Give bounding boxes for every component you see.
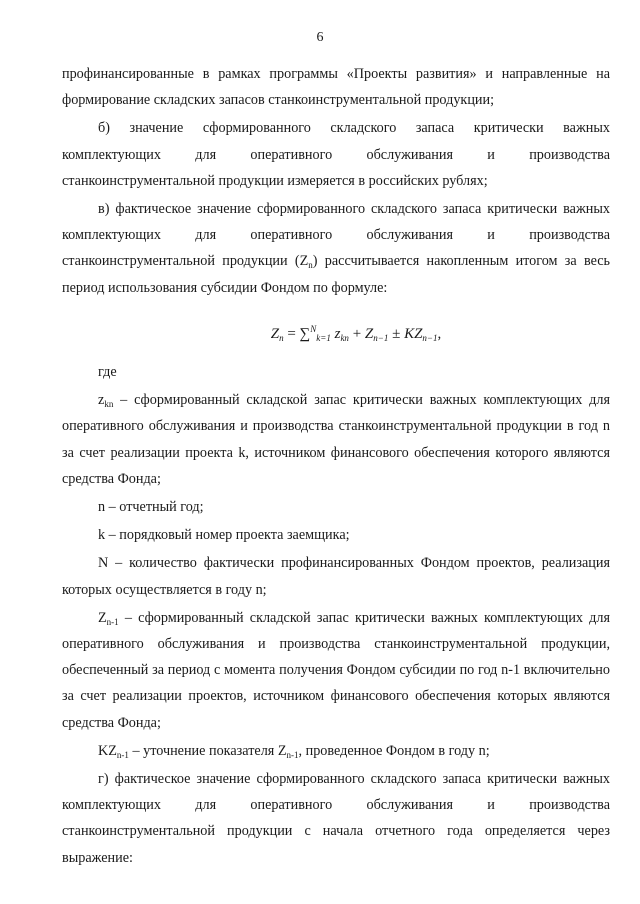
definition-n: n – отчетный год; xyxy=(98,499,204,516)
formula-sum-sub: k=1 xyxy=(316,332,331,343)
formula-eq: = xyxy=(283,325,300,342)
definition-kzn-1-subscript: n-1 xyxy=(116,749,129,760)
document-body xyxy=(62,61,610,871)
definition-zn-1-text: – сформированный складской запас критически важных комплектующих для оперативного обслуживания и производства станкоинструментальной продукции, обеспеченный за период с момента получения Фондом субсидии по год n-1 включительно за счет реализации проектов, источником финансового обеспечения которых являются средства Фонда; xyxy=(62,609,610,731)
paragraph-b: б) значение сформированного складского запаса критически важных комплектующих для оперативного обслуживания и производства станкоинструментальной продукции измеряется в российских рублях; xyxy=(62,120,610,189)
definition-zkn-subscript: kn xyxy=(104,399,114,410)
definition-zkn-symbol: z xyxy=(98,392,105,409)
paragraph-v-text-a: в) фактическое значение сформированного складского запаса критически важных комплектующих для оперативного обслуживания и производства станкоинструментальной продукции (Z xyxy=(62,201,610,270)
formula-term3: KZ xyxy=(404,325,423,342)
paragraph-g: г) фактическое значение сформированного складского запаса критически важных комплектующих для оперативного обслуживания и производства станкоинструментальной продукции с начала отчетного года определяется через выражение: xyxy=(62,771,610,866)
definition-zkn xyxy=(62,387,610,492)
definition-zkn-text: – сформированный складской запас критически важных комплектующих для оперативного обслуживания и производства станкоинструментальной продукции в год n за счет реализации проекта k, источником финансового обеспечения которого являются средства Фонда; xyxy=(62,392,610,487)
formula-term3-sub: n−1 xyxy=(422,332,438,343)
formula-term1: z xyxy=(334,325,341,342)
formula-plus: + xyxy=(348,325,365,342)
formula-term1-sub: kn xyxy=(340,332,349,343)
formula-zn xyxy=(62,321,610,347)
formula-lhs-sub: n xyxy=(279,332,284,343)
formula-sum-sign xyxy=(300,321,311,347)
page-number: 6 xyxy=(316,30,324,45)
formula-plus-minus: ± xyxy=(388,325,405,342)
definition-kzn-1-symbol: KZ xyxy=(98,742,117,759)
definition-kzn-1 xyxy=(62,738,610,764)
definition-zn-1 xyxy=(62,605,610,736)
formula-sum-symbol: ∑ xyxy=(299,325,311,342)
formula-sum-sup: N xyxy=(310,323,317,334)
definition-k: k – порядковый номер проекта заемщика; xyxy=(98,527,350,544)
formula-lhs: Z xyxy=(270,325,280,342)
definition-kzn-1-end: , проведенное Фондом в году n; xyxy=(298,742,490,759)
where-label: где xyxy=(98,364,117,381)
formula-end: , xyxy=(437,325,442,342)
definition-kzn-1-subscript-2: n-1 xyxy=(286,749,299,760)
definition-kzn-1-text: – уточнение показателя Z xyxy=(128,742,287,759)
definition-zn-1-subscript: n-1 xyxy=(106,616,119,627)
definition-zn-1-symbol: Z xyxy=(98,609,107,626)
paragraph-continuation: профинансированные в рамках программы «Проекты развития» и направленные на формирование складских запасов станкоинструментальной продукции; xyxy=(62,66,610,109)
formula-term2-sub: n−1 xyxy=(373,332,389,343)
definition-N: N – количество фактически профинансированных Фондом проектов, реализация которых осуществляется в году n; xyxy=(62,555,610,598)
formula-term2: Z xyxy=(364,325,374,342)
paragraph-v-text-b: ) рассчитывается накопленным итогом за весь период использования субсидии Фондом по формуле: xyxy=(62,253,610,296)
paragraph-v-subscript: n xyxy=(308,260,313,271)
paragraph-v xyxy=(62,196,610,301)
